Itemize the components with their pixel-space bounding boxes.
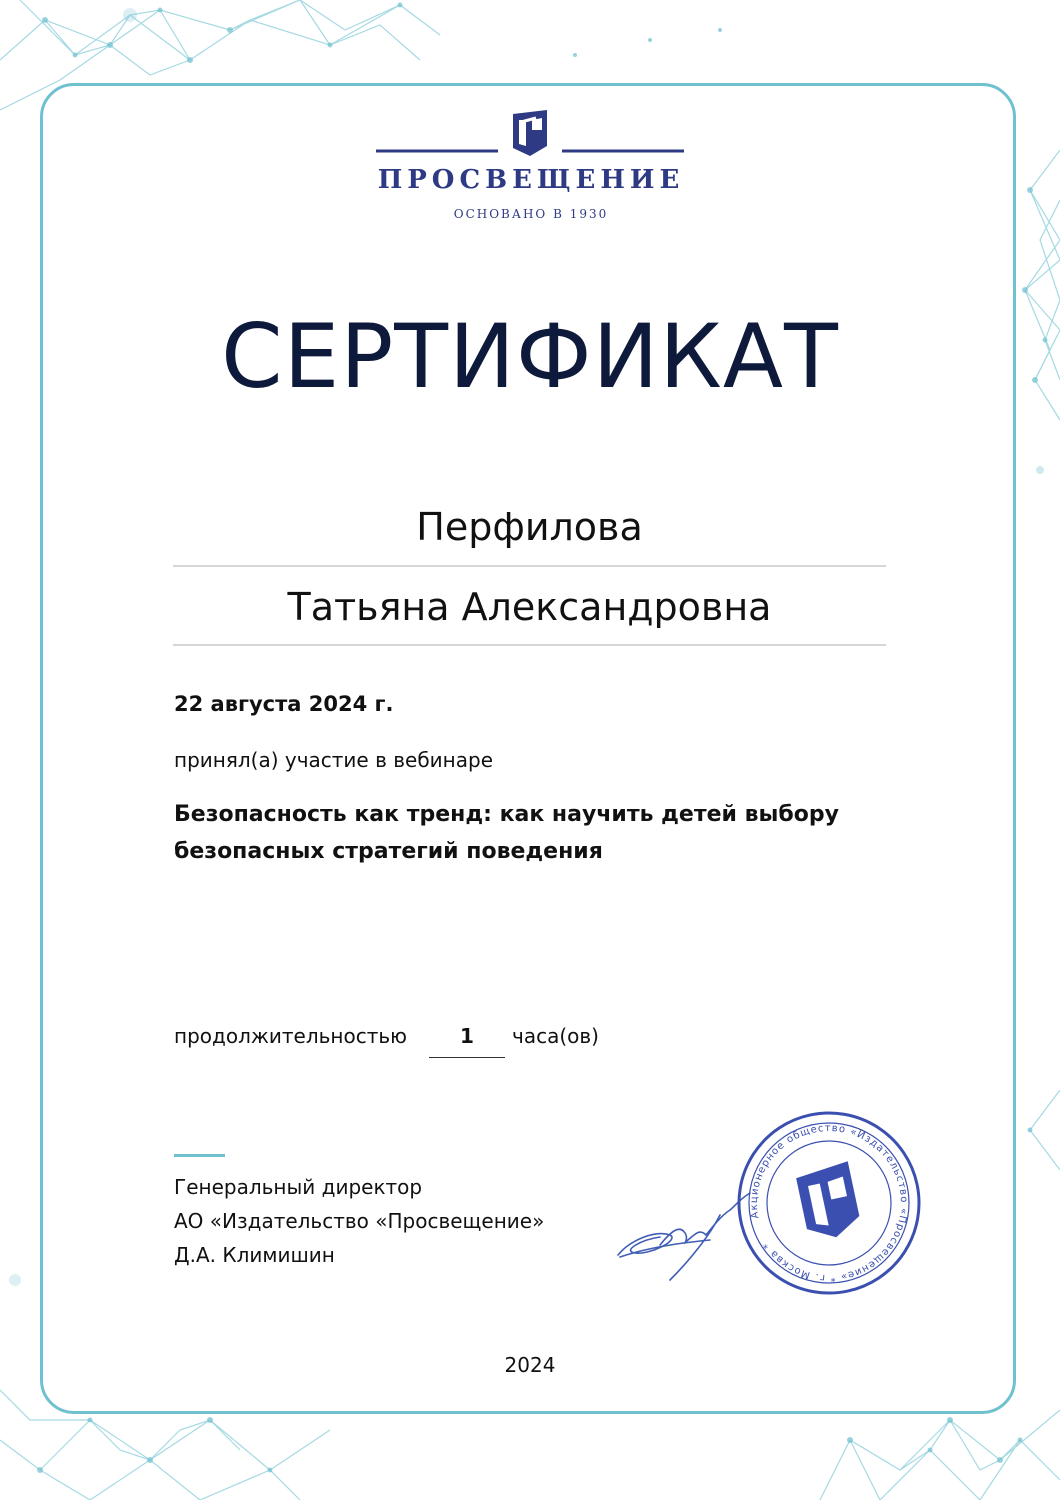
duration-value: 1 (460, 1024, 474, 1048)
duration-label: продолжительностью (174, 1024, 407, 1048)
certificate-title: СЕРТИФИКАТ (221, 305, 839, 408)
name-divider (173, 644, 886, 646)
recipient-given-names: Татьяна Александровна (287, 585, 772, 629)
recipient-surname: Перфилова (416, 505, 643, 549)
signatory-position: Генеральный директор (174, 1175, 423, 1199)
signatory-organization: АО «Издательство «Просвещение» (174, 1209, 545, 1233)
webinar-title-line: Безопасность как тренд: как научить детей выбору (174, 802, 839, 827)
participation-text: принял(а) участие в вебинаре (174, 748, 493, 772)
signatory-accent-bar (174, 1154, 225, 1157)
webinar-title (174, 796, 894, 870)
event-date: 22 августа 2024 г. (174, 692, 394, 716)
certificate-year: 2024 (504, 1353, 556, 1377)
duration-unit: часа(ов) (512, 1024, 599, 1048)
name-divider (173, 565, 886, 567)
svg-text:Акционерное общество «Издатель: Акционерное общество «Издательство «Просвещение» * г. Москва * (748, 1122, 910, 1284)
brand-name: ПРОСВЕЩЕНИЕ (377, 165, 685, 195)
webinar-title-line: безопасных стратегий поведения (174, 839, 603, 864)
brand-founded: ОСНОВАНО В 1930 (453, 207, 609, 221)
signatory-name: Д.А. Климишин (174, 1243, 335, 1267)
duration-underline (429, 1057, 505, 1058)
company-seal-stamp (736, 1110, 922, 1296)
